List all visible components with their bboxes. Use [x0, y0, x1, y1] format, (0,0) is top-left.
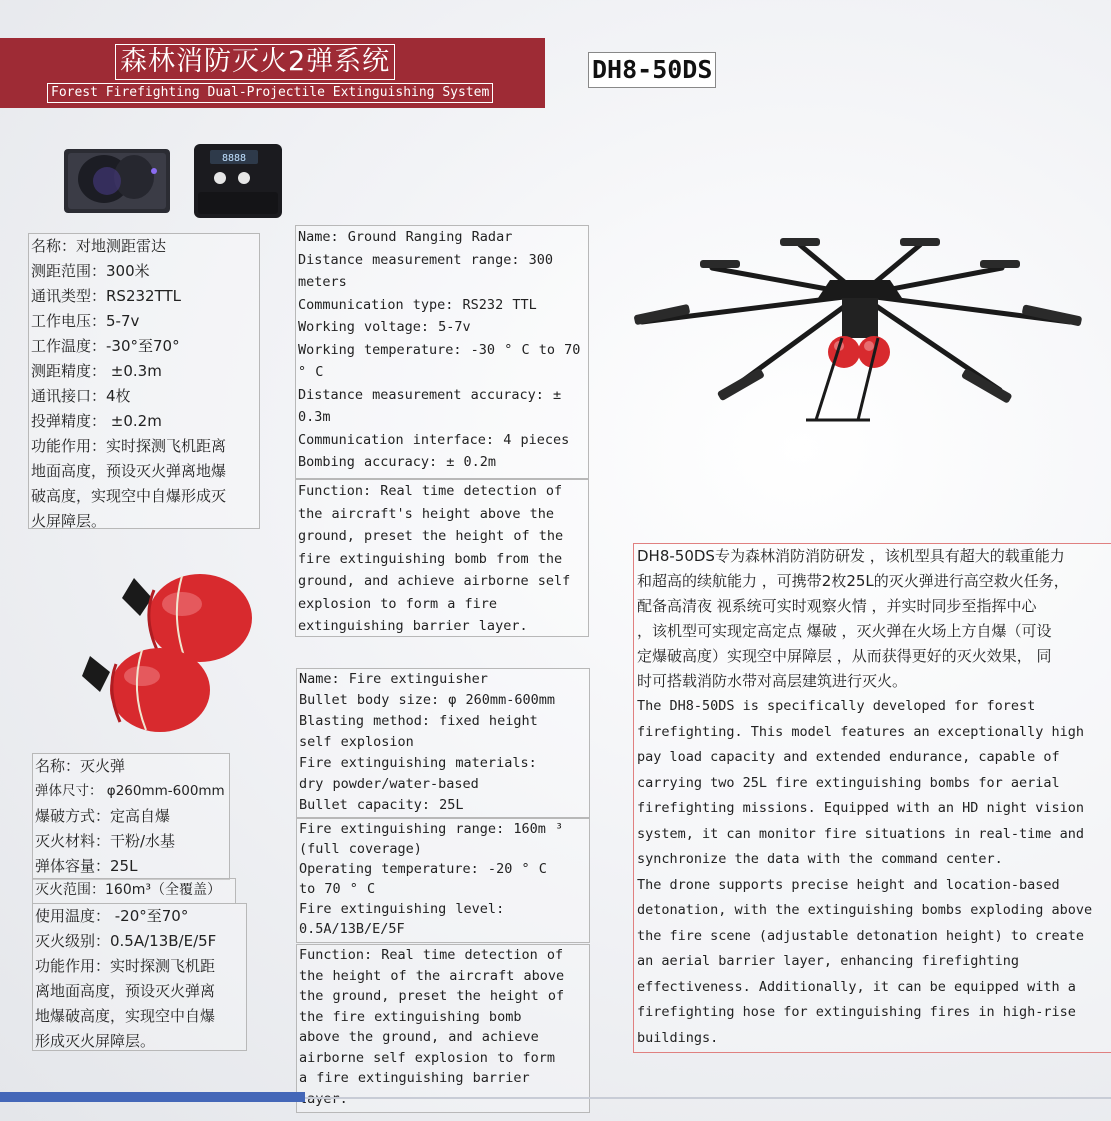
radar-en-function-line: ground, and achieve airborne self	[298, 573, 571, 589]
bomb-en-function-line: a fire extinguishing barrier	[299, 1070, 530, 1086]
desc-zh-line: 定爆破高度）实现空中屏障层 ，从而获得更好的灭火效果， 同	[637, 647, 1052, 665]
desc-zh-line: 配备高清夜 视系统可实时观察火情 ，并实时同步至指挥中心	[637, 597, 1037, 615]
bomb-en-line: dry powder/water-based	[299, 776, 479, 792]
desc-en-line: firefighting hose for extinguishing fires in high-rise	[637, 1004, 1076, 1020]
bomb-zh-line: 爆破方式：定高自爆	[35, 807, 171, 825]
radar-zh-line: 破高度，实现空中自爆形成灭	[31, 487, 227, 505]
radar-device-image	[62, 145, 172, 217]
bomb-en-function-line: the fire extinguishing bomb	[299, 1008, 522, 1025]
bomb-en-line: Name: Fire extinguisher	[299, 671, 488, 687]
fire-bomb-image	[82, 568, 262, 740]
radar-zh-line: 工作温度：-30°至70°	[31, 337, 180, 355]
radar-zh-line: 测距精度： ±0.3m	[31, 362, 162, 380]
radar-en-line: 0.3m	[298, 409, 331, 425]
footer-accent-bar	[0, 1092, 305, 1102]
radar-zh-line: 功能作用：实时探测飞机距离	[31, 437, 227, 455]
desc-en-line: firefighting missions. Equipped with an HD night vision	[637, 800, 1085, 816]
desc-zh-line: 和超高的续航能力 ，可携带2枚25L的灭火弹进行高空救火任务，	[637, 572, 1069, 590]
desc-en-line: synchronize the data with the command center.	[637, 851, 1003, 867]
device-display: 8888	[221, 153, 247, 164]
desc-en-line: system, it can monitor fire situations in real-time and	[637, 825, 1085, 842]
bomb-zh-line: 功能作用：实时探测飞机距	[35, 957, 216, 975]
page-title: 森林消防灭火2弹系统	[115, 44, 395, 80]
radar-en-function-line: ground, preset the height of the	[298, 528, 564, 544]
desc-zh-line: ，该机型可实现定高定点 爆破 ，灭火弹在火场上方自爆（可设	[637, 622, 1052, 640]
bomb-en-range-line: Operating temperature: -20 ° C	[299, 861, 547, 877]
bomb-en-function-line: Function: Real time detection of	[299, 947, 564, 963]
radar-zh-line: 通讯类型：RS232TTL	[31, 287, 181, 305]
radar-en-function-line: fire extinguishing bomb from the	[298, 550, 563, 567]
bomb-en-line: Fire extinguishing materials:	[299, 755, 537, 771]
bomb-zh-line: 名称：灭火弹	[35, 757, 126, 775]
bomb-zh-line: 灭火级别：0.5A/13B/E/5F	[35, 932, 217, 950]
bomb-en-line: Blasting method: fixed height	[299, 713, 538, 729]
bomb-en-line: self explosion	[299, 734, 414, 750]
radar-en-line: Working voltage: 5-7v	[298, 319, 471, 335]
description-box	[633, 543, 1111, 1053]
bomb-en-line: Bullet body size: φ 260mm-600mm	[299, 692, 555, 708]
bomb-en-range-line: 0.5A/13B/E/5F	[299, 921, 405, 937]
radar-zh-line: 火屏障层。	[31, 512, 107, 530]
radar-zh-line: 地面高度，预设灭火弹离地爆	[31, 462, 227, 480]
bomb-en-function-line: airborne self explosion to form	[299, 1049, 555, 1066]
bomb-zh-range: 灭火范围：160m³（全覆盖）	[35, 882, 221, 898]
radar-spec-en	[295, 225, 589, 479]
bomb-en-function-line: the height of the aircraft above	[299, 967, 565, 984]
bomb-zh-line: 形成灭火屏障层。	[35, 1032, 156, 1050]
radar-en-function-line: explosion to form a fire	[298, 595, 498, 612]
bomb-en-range-line: Fire extinguishing level:	[299, 901, 505, 917]
radar-zh-line: 投弹精度： ±0.2m	[31, 412, 162, 430]
desc-en-line: carrying two 25L fire extinguishing bombs for aerial	[637, 774, 1060, 791]
radar-en-line: Distance measurement range: 300	[298, 251, 553, 268]
bomb-en-function-line: above the ground, and achieve	[299, 1029, 539, 1045]
radar-en-line: Distance measurement accuracy: ±	[298, 386, 562, 403]
desc-en-line: buildings.	[637, 1029, 719, 1046]
radar-en-function-line: the aircraft's height above the	[298, 505, 554, 522]
ranging-controller-image	[192, 142, 284, 220]
radar-zh-line: 测距范围：300米	[31, 262, 150, 280]
bomb-zh-line: 灭火材料：干粉/水基	[35, 832, 176, 850]
radar-en-line: meters	[298, 274, 347, 290]
bomb-en-line: Bullet capacity: 25L	[299, 797, 464, 813]
bomb-zh-line: 地爆破高度，实现空中自爆	[35, 1007, 216, 1025]
drone-image	[630, 230, 1090, 430]
radar-zh-line: 名称：对地测距雷达	[31, 237, 167, 255]
bomb-zh-line: 离地面高度，预设灭火弹离	[35, 982, 216, 1000]
desc-en-line: the fire scene (adjustable detonation height) to create	[637, 927, 1085, 944]
desc-en-line: The drone supports precise height and location-based	[637, 876, 1060, 893]
radar-en-line: Name: Ground Ranging Radar	[298, 229, 513, 245]
desc-en-line: pay load capacity and extended endurance, capable of	[637, 749, 1060, 765]
radar-en-line: Bombing accuracy: ± 0.2m	[298, 454, 497, 470]
bomb-spec-zh-rest	[32, 903, 247, 1051]
bomb-spec-en	[296, 668, 590, 818]
radar-en-line: Communication type: RS232 TTL	[298, 296, 537, 313]
desc-en-line: effectiveness. Additionally, it can be equipped with a	[637, 978, 1076, 995]
desc-zh-line: 时可搭载消防水带对高层建筑进行灭火。	[637, 672, 908, 690]
bomb-zh-line: 使用温度： -20°至70°	[35, 907, 189, 925]
radar-en-function-line: Function: Real time detection of	[298, 483, 563, 499]
bomb-zh-line: 弹体尺寸： φ260mm-600mm	[35, 783, 225, 799]
desc-en-line: The DH8-50DS is specifically developed for forest	[637, 698, 1036, 714]
desc-zh-line: DH8-50DS专为森林消防消防研发 ，该机型具有超大的载重能力	[637, 547, 1065, 565]
bomb-spec-zh	[32, 753, 230, 880]
bomb-range-zh	[32, 878, 236, 904]
bomb-range-en	[296, 818, 590, 943]
bomb-en-range-line: to 70 ° C	[299, 881, 376, 897]
radar-en-line: Communication interface: 4 pieces	[298, 431, 570, 448]
radar-en-line: Working temperature: -30 ° C to 70	[298, 341, 581, 358]
radar-spec-zh	[28, 233, 260, 529]
desc-en-line: an aerial barrier layer, enhancing firefighting	[637, 953, 1020, 969]
bomb-en-range-line: (full coverage)	[299, 841, 422, 857]
radar-en-line: ° C	[298, 364, 324, 380]
radar-zh-line: 通讯接口：4枚	[31, 387, 131, 405]
footer-divider	[305, 1097, 1111, 1099]
radar-en-function-line: extinguishing barrier layer.	[298, 618, 528, 634]
desc-en-line: detonation, with the extinguishing bombs exploding above	[637, 902, 1093, 918]
bomb-en-function-line: the ground, preset the height of	[299, 988, 565, 1004]
bomb-function-en	[296, 944, 590, 1113]
radar-zh-line: 工作电压：5-7v	[31, 312, 140, 330]
model-label: DH8-50DS	[588, 52, 716, 88]
desc-en-line: firefighting. This model features an exceptionally high	[637, 723, 1085, 740]
bomb-zh-line: 弹体容量：25L	[35, 857, 138, 875]
page-subtitle: Forest Firefighting Dual-Projectile Extinguishing System	[47, 83, 493, 103]
radar-function-en	[295, 479, 589, 637]
bomb-en-range-line: Fire extinguishing range: 160m ³	[299, 821, 564, 837]
